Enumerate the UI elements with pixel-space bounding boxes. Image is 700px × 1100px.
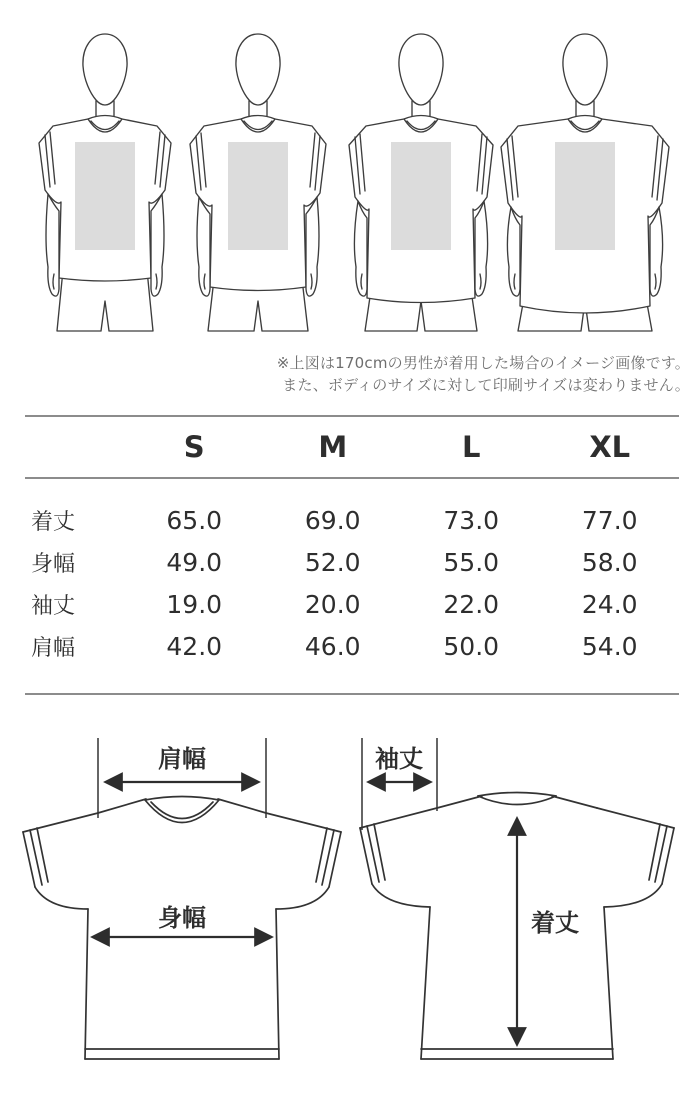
row-label: 袖丈: [31, 593, 76, 619]
front-shoulder-seam: [98, 799, 146, 813]
size-column-l: L: [462, 430, 481, 464]
print-area: [75, 142, 135, 250]
body-width-label: 身幅: [158, 904, 206, 932]
size-table-body: [25, 479, 679, 693]
disclaimer: [277, 352, 690, 396]
model-head: [83, 34, 127, 105]
shoulder-width-label: 肩幅: [158, 745, 206, 773]
cell-value: 73.0: [443, 505, 500, 535]
disclaimer-line-1: ※上図は170cmの男性が着用した場合のイメージ画像です。: [276, 354, 690, 372]
front-sleeve-opening: [23, 832, 341, 887]
front-shoulder-seam: [218, 799, 266, 813]
model-figures-illustration: [0, 0, 700, 350]
front-hem: [85, 1049, 279, 1059]
cell-value: 55.0: [443, 547, 500, 577]
table-row-shoulder-width: [25, 625, 679, 667]
cell-value: 52.0: [304, 547, 361, 577]
size-table: [25, 415, 679, 695]
cell-value: 54.0: [581, 631, 638, 661]
sleeve-length-label: 袖丈: [375, 745, 423, 773]
print-area: [391, 142, 451, 250]
model-figures-row: [0, 0, 700, 350]
model-figure-m: [190, 34, 326, 331]
cell-value: 58.0: [581, 547, 638, 577]
size-column-s: S: [183, 430, 205, 464]
measurement-diagram-illustration: [0, 700, 700, 1100]
cell-value: 50.0: [443, 631, 500, 661]
cell-value: 69.0: [304, 505, 361, 535]
disclaimer-line-2: また、ボディのサイズに対して印刷サイズは変わりません。: [282, 376, 690, 394]
back-hem: [421, 1049, 613, 1059]
body-length-label: 着丈: [531, 909, 579, 937]
front-collar-top: [145, 797, 219, 801]
table-row-sleeve-length: [25, 583, 679, 625]
cell-value: 77.0: [581, 505, 638, 535]
size-column-xl: XL: [589, 430, 631, 464]
model-head: [399, 34, 443, 105]
model-figure-s: [39, 34, 171, 331]
size-column-m: M: [318, 430, 348, 464]
tshirt-back-diagram: [360, 738, 674, 1059]
row-label: 身幅: [31, 551, 76, 577]
cell-value: 49.0: [166, 547, 223, 577]
cell-value: 20.0: [304, 589, 361, 619]
cell-value: 19.0: [166, 589, 223, 619]
table-row-body-width: [25, 541, 679, 583]
row-label: 着丈: [31, 509, 76, 535]
cell-value: 24.0: [581, 589, 638, 619]
model-figure-l: [349, 34, 493, 331]
cell-value: 65.0: [166, 505, 223, 535]
cell-value: 46.0: [304, 631, 361, 661]
cell-value: 22.0: [443, 589, 500, 619]
measurement-diagrams: [0, 700, 700, 1100]
print-area: [555, 142, 615, 250]
print-area: [228, 142, 288, 250]
back-collar-bottom: [478, 796, 556, 805]
model-head: [236, 34, 280, 105]
model-head: [563, 34, 607, 105]
model-figure-xl: [501, 34, 669, 331]
back-collar-top: [478, 793, 556, 797]
row-label: 肩幅: [31, 635, 76, 661]
front-collar-band: [151, 802, 213, 819]
tshirt-front-diagram: [23, 738, 341, 1059]
back-shoulder-seam: [437, 796, 597, 808]
size-table-header: [25, 417, 679, 479]
table-row-body-length: [25, 499, 679, 541]
cell-value: 42.0: [166, 631, 223, 661]
